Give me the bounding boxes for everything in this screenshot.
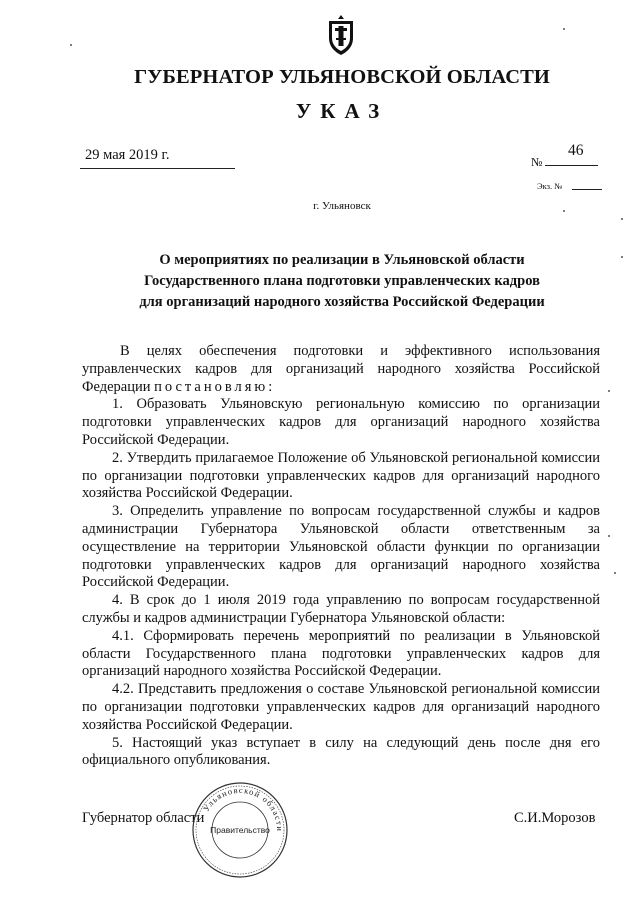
scan-speck <box>563 28 565 30</box>
paragraph-4: 4. В срок до 1 июля 2019 года управлению по вопросам государственной службы и кадров администрации Губернатора Ульяновской области: <box>82 592 600 626</box>
paragraph-1: 1. Образовать Ульяновскую региональную комиссию по организации подготовки управленческих кадров для организаций народного хозяйства Российской Федерации. <box>82 396 600 448</box>
paragraph-5: 5. Настоящий указ вступает в силу на следующий день после дня его официального опубликования. <box>82 734 600 769</box>
number-sign: № <box>531 155 543 169</box>
intro-keyword: постановляю: <box>154 378 276 395</box>
scan-speck <box>608 390 610 392</box>
scan-speck <box>621 218 623 220</box>
signatory-position: Губернатор области <box>82 810 205 826</box>
decree-subject <box>90 250 594 313</box>
seal-outer-text: Ульяновской области <box>200 784 286 833</box>
paragraph-4-1: 4.1. Сформировать перечень мероприятий по реализации в Ульяновской области Государственного плана подготовки управленческих кадров для организаций народного хозяйства Российской Федерации. <box>82 627 600 680</box>
date-underline <box>80 168 235 169</box>
subject-line: О мероприятиях по реализации в Ульяновской области <box>159 252 525 268</box>
coat-of-arms-icon <box>326 14 356 56</box>
paragraph-2: 2. Утвердить прилагаемое Положение об Ульяновской региональной комиссии по организации подготовки управленческих кадров для организаций народного хозяйства Российской Федерации. <box>82 449 600 502</box>
official-seal-icon <box>190 780 290 880</box>
copy-number-label: Экз. № <box>537 181 563 191</box>
seal-center-text: Правительство <box>210 825 270 835</box>
decree-body <box>82 343 600 770</box>
intro-paragraph <box>82 343 600 396</box>
paragraph-4-2: 4.2. Представить предложения о составе Ульяновской региональной комиссии по организации подготовки управленческих кадров для организаций народного хозяйства Российской Федерации. <box>82 681 600 733</box>
subject-line: Государственного плана подготовки управленческих кадров <box>144 273 540 289</box>
copy-number-underline <box>572 189 602 190</box>
scan-speck <box>614 572 616 574</box>
number-underline <box>545 165 598 166</box>
subject-line: для организаций народного хозяйства Российской Федерации <box>139 294 545 310</box>
governor-title: ГУБЕРНАТОР УЛЬЯНОВСКОЙ ОБЛАСТИ <box>134 66 550 88</box>
decree-heading: УКАЗ <box>295 99 389 123</box>
signatory-name: С.И.Морозов <box>514 810 596 826</box>
scan-speck <box>563 210 565 212</box>
scan-speck <box>608 535 610 537</box>
city: г. Ульяновск <box>313 200 371 212</box>
intro-text: В целях обеспечения подготовки и эффективного использования управленческих кадров для организаций народного хозяйства Российской Федерации <box>82 343 600 395</box>
decree-date: 29 мая 2019 г. <box>85 147 170 163</box>
scan-speck <box>621 256 623 258</box>
scan-speck <box>70 44 72 46</box>
paragraph-3: 3. Определить управление по вопросам государственной службы и кадров администрации Губернатора Ульяновской области ответственным за осуществление на территории Ульяновской области функции по организации подготовки управленческих кадров для организаций народного хозяйства Российской Федерации. <box>82 503 600 591</box>
decree-number: 46 <box>568 142 584 159</box>
